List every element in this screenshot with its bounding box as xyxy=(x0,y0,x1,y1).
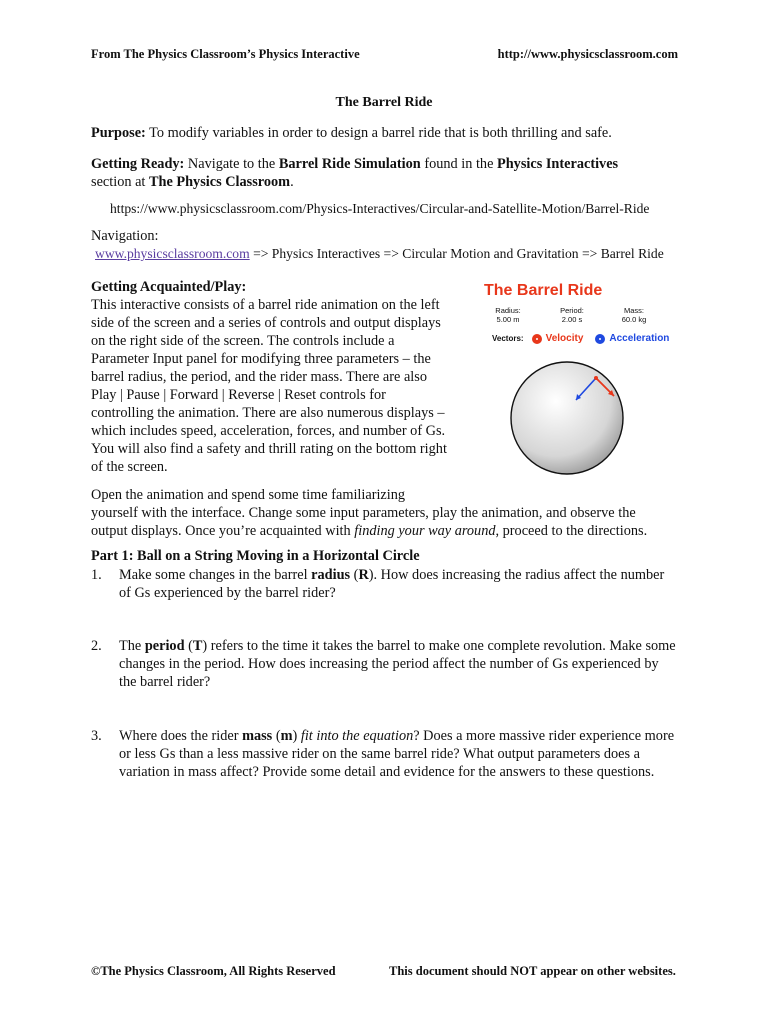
acquainted-line: You will also find a safety and thrill rating on the bottom right xyxy=(91,441,447,457)
q1-bold-radius: radius xyxy=(311,567,351,583)
q3-bold-mass: mass xyxy=(242,728,273,744)
figure-radius xyxy=(490,306,526,324)
purpose-label: Purpose: xyxy=(91,125,146,141)
q3-text-d: ) xyxy=(292,728,301,744)
header-right: http://www.physicsclassroom.com xyxy=(497,47,678,61)
velocity-radio-icon[interactable] xyxy=(532,334,542,344)
getting-ready-paragraph xyxy=(91,155,691,191)
figure-period-label: Period: xyxy=(560,306,584,315)
q2-text-c: ( xyxy=(184,638,193,654)
acquainted-line: Parameter Input panel for modifying three parameters – the xyxy=(91,351,431,367)
q2-bold-T: T xyxy=(192,638,203,654)
acquainted-line: which includes speed, acceleration, forces, and number of Gs. xyxy=(91,423,446,439)
acquainted-line: barrel radius, the period, and the rider mass. There are also xyxy=(91,369,427,385)
acceleration-label: Acceleration xyxy=(609,333,670,344)
question-number: 2. xyxy=(91,638,102,654)
acquainted-body xyxy=(91,296,481,476)
header-left: From The Physics Classroom’s Physics Interactive xyxy=(91,47,360,61)
acquainted-heading xyxy=(91,278,246,296)
barrel-ride-figure xyxy=(484,280,680,488)
barrel-animation xyxy=(484,348,680,488)
question-number: 3. xyxy=(91,728,102,744)
acquainted-line: side of the screen and a series of controls and output displays xyxy=(91,315,441,331)
page-title: The Barrel Ride xyxy=(335,95,433,110)
q1-text-d: ). How does increasing the radius affect the number of Gs experienced by the barrel rider? xyxy=(119,567,665,601)
getting-ready-text-4: . xyxy=(290,174,294,190)
open-line-2: yourself with the interface. Change some input parameters, play the animation, and observe the xyxy=(91,505,636,521)
q3-italic: fit into the equation xyxy=(300,728,414,744)
footer-copyright: ©The Physics Classroom, All Rights Reserved xyxy=(91,964,336,978)
acceleration-radio-icon[interactable] xyxy=(595,334,605,344)
q2-text-a: The xyxy=(119,638,145,654)
getting-ready-interactives: Physics Interactives xyxy=(497,156,619,172)
q1-text-a: Make some changes in the barrel xyxy=(119,567,312,583)
acquainted-heading-text: Getting Acquainted/Play: xyxy=(91,279,247,295)
barrel-circle xyxy=(511,362,623,474)
getting-ready-text-2: found in the xyxy=(420,156,497,172)
navigation-label: Navigation: xyxy=(91,228,159,244)
acquainted-line: Play | Pause | Forward | Reverse | Reset controls for xyxy=(91,387,386,403)
footer-notice: This document should NOT appear on other websites. xyxy=(389,964,676,978)
vectors-row xyxy=(492,333,669,344)
acquainted-line: controlling the animation. There are also numerous displays – xyxy=(91,405,445,421)
figure-period xyxy=(554,306,590,324)
purpose-paragraph xyxy=(91,124,691,142)
physicsclassroom-link[interactable]: www.physicsclassroom.com xyxy=(95,246,250,261)
figure-title: The Barrel Ride xyxy=(484,282,603,299)
simulation-url: https://www.physicsclassroom.com/Physics-Interactives/Circular-and-Satellite-Motion/Barrel-Ride xyxy=(110,201,650,216)
q3-text-e: ? Does a more massive rider experience more or less Gs than a less massive rider on the same barrel ride? What output parameters does a variation in mass affect? Provide some detail and evidence for the answers to these questions. xyxy=(119,728,675,780)
vectors-label: Vectors: xyxy=(492,334,524,343)
getting-ready-text-1: Navigate to the xyxy=(184,156,279,172)
figure-period-value: 2.00 s xyxy=(561,315,583,324)
open-line-3-italic: finding your way around xyxy=(354,523,496,539)
getting-ready-label: Getting Ready: xyxy=(91,156,185,172)
getting-ready-sim-name: Barrel Ride Simulation xyxy=(278,156,421,172)
open-line-1: Open the animation and spend some time familiarizing xyxy=(91,487,406,503)
part1-heading xyxy=(91,547,420,565)
acquainted-line: on the right side of the screen. The controls include a xyxy=(91,333,395,349)
q3-text-c: ( xyxy=(272,728,281,744)
question-text xyxy=(119,566,679,602)
velocity-label: Velocity xyxy=(545,333,584,344)
q2-text-d: ) refers to the time it takes the barrel to make one complete revolution. Make some changes in the period. How does increasing the period affect the number of Gs experienced by the barrel rider? xyxy=(119,638,676,690)
question-text xyxy=(119,637,679,691)
rider-dot xyxy=(594,376,598,380)
q1-bold-R: R xyxy=(358,567,369,583)
acquainted-line: of the screen. xyxy=(91,459,168,475)
figure-mass xyxy=(614,306,654,324)
getting-ready-text-3: section at xyxy=(91,174,149,190)
acquainted-line: This interactive consists of a barrel ride animation on the left xyxy=(91,297,440,313)
navigation-path: => Physics Interactives => Circular Motion and Gravitation => Barrel Ride xyxy=(249,246,664,261)
open-animation-paragraph xyxy=(91,486,691,540)
part1-heading-text: Part 1: Ball on a String Moving in a Horizontal Circle xyxy=(91,548,420,564)
q2-bold-period: period xyxy=(144,638,185,654)
purpose-text: To modify variables in order to design a barrel ride that is both thrilling and safe. xyxy=(145,125,612,141)
navigation-path-line xyxy=(95,245,664,263)
open-line-3b: , proceed to the directions. xyxy=(495,523,648,539)
figure-radius-label: Radius: xyxy=(495,306,521,315)
question-number: 1. xyxy=(91,567,102,583)
q1-text-c: ( xyxy=(350,567,359,583)
open-line-3a: output displays. Once you’re acquainted with xyxy=(91,523,355,539)
figure-mass-value: 60.0 kg xyxy=(621,315,647,324)
figure-mass-label: Mass: xyxy=(623,306,644,315)
question-text xyxy=(119,727,679,781)
q3-bold-m: m xyxy=(280,728,293,744)
figure-radius-value: 5.00 m xyxy=(496,315,520,324)
getting-ready-site: The Physics Classroom xyxy=(148,174,291,190)
q3-text-a: Where does the rider xyxy=(119,728,243,744)
